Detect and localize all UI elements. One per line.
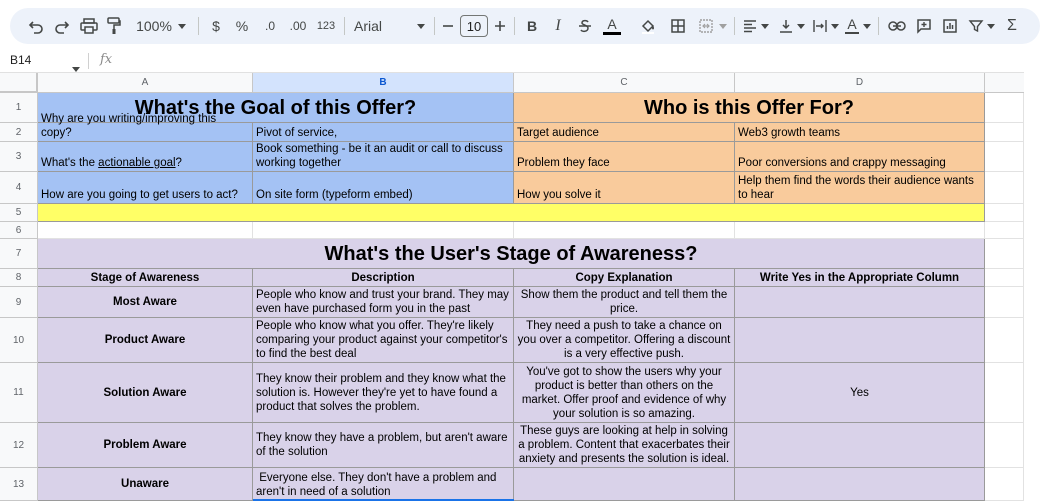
toolbar-divider (198, 17, 199, 35)
row-header-4[interactable]: 4 (0, 172, 38, 204)
filter-caret-icon[interactable] (986, 8, 996, 44)
zoom-select[interactable]: 100% (136, 18, 172, 34)
functions-button[interactable]: Σ (1007, 17, 1017, 34)
audience-answer-3[interactable]: Help them find the words their audience wants to hear (735, 172, 985, 204)
zoom-caret-icon[interactable] (176, 8, 188, 44)
merge-cells-icon[interactable] (696, 8, 716, 44)
stage-most-aware-yes[interactable] (735, 287, 985, 318)
row-header-5[interactable]: 5 (0, 204, 38, 222)
audience-question-1[interactable]: Target audience (514, 123, 735, 142)
awareness-header-stage[interactable]: Stage of Awareness (38, 269, 253, 287)
audience-title-cell[interactable]: Who is this Offer For? (514, 93, 985, 123)
decrease-font-size-icon[interactable] (440, 8, 456, 44)
empty-cell[interactable] (985, 269, 1024, 287)
increase-font-size-icon[interactable] (492, 8, 508, 44)
yellow-divider-row[interactable] (38, 204, 985, 222)
undo-icon[interactable] (26, 8, 46, 44)
stage-solution-aware[interactable]: Solution Aware (38, 363, 253, 423)
column-header-c[interactable]: C (514, 73, 735, 93)
decrease-decimal-button[interactable]: .0 (264, 19, 275, 33)
column-header-d[interactable]: D (735, 73, 985, 93)
empty-cell[interactable] (985, 318, 1024, 363)
row-header-9[interactable]: 9 (0, 287, 38, 318)
toolbar-divider (434, 17, 435, 35)
awareness-title-cell[interactable]: What's the User's Stage of Awareness? (38, 239, 985, 269)
halign-caret-icon[interactable] (760, 8, 770, 44)
stage-product-aware[interactable]: Product Aware (38, 318, 253, 363)
stage-product-aware-copy[interactable]: They need a push to take a chance on you over a competitor. Offering a discount is a very effective push. (514, 318, 735, 363)
horizontal-align-icon[interactable] (740, 8, 760, 44)
goal-answer-2[interactable]: Book something - be it an audit or call to discuss working together (253, 142, 514, 172)
stage-solution-aware-copy[interactable]: You've got to show the users why your product is better than others on the market. Offer proof and evidence of why your solution is so amazing. (514, 363, 735, 423)
empty-cell[interactable] (985, 222, 1024, 239)
row-header-1[interactable]: 1 (0, 93, 38, 123)
audience-question-2[interactable]: Problem they face (514, 142, 735, 172)
insert-link-icon[interactable] (886, 8, 908, 44)
italic-button[interactable]: I (555, 17, 561, 34)
vertical-align-icon[interactable] (776, 8, 796, 44)
goal-question-2[interactable] (38, 142, 253, 172)
redo-icon[interactable] (52, 8, 72, 44)
filter-icon[interactable] (966, 8, 986, 44)
row-header-6[interactable]: 6 (0, 222, 38, 239)
text-wrap-icon[interactable] (810, 8, 830, 44)
valign-caret-icon[interactable] (796, 8, 806, 44)
empty-cell[interactable] (985, 468, 1024, 501)
percent-format-button[interactable]: % (235, 18, 249, 34)
fill-color-icon[interactable] (638, 8, 658, 44)
row-header-2[interactable]: 2 (0, 123, 38, 142)
empty-cell[interactable] (985, 287, 1024, 318)
stage-problem-aware-description[interactable]: They know they have a problem, but aren't aware of the solution (253, 423, 514, 468)
goal-question-2-prefix: What's the (41, 157, 99, 169)
formula-bar (0, 50, 1024, 73)
row-header-13[interactable]: 13 (0, 468, 38, 501)
column-header-b[interactable]: B (253, 73, 514, 93)
toolbar-divider (514, 17, 515, 35)
column-header-e[interactable] (985, 73, 1024, 93)
empty-cell[interactable] (985, 142, 1024, 172)
toolbar-divider (878, 17, 879, 35)
paint-format-icon[interactable] (104, 8, 124, 44)
goal-question-1[interactable]: copy? (38, 123, 253, 142)
audience-answer-1[interactable]: Web3 growth teams (735, 123, 985, 142)
stage-problem-aware-copy[interactable]: These guys are looking at help in solving a problem. Content that exacerbates their anxiety and presents the solution is ideal. (514, 423, 735, 468)
stage-problem-aware-yes[interactable] (735, 423, 985, 468)
strikethrough-icon[interactable] (576, 8, 594, 44)
row-header-3[interactable]: 3 (0, 142, 38, 172)
row-header-11[interactable]: 11 (0, 363, 38, 423)
text-rotation-button[interactable]: A (842, 8, 862, 44)
empty-cell[interactable] (985, 239, 1024, 269)
row-header-8[interactable]: 8 (0, 269, 38, 287)
awareness-header-yes[interactable]: Write Yes in the Appropriate Column (735, 269, 985, 287)
insert-chart-icon[interactable] (940, 8, 960, 44)
empty-cell[interactable] (985, 423, 1024, 468)
wrap-caret-icon[interactable] (830, 8, 840, 44)
empty-cell[interactable] (985, 363, 1024, 423)
toolbar-divider (344, 17, 345, 35)
text-color-button[interactable]: A (602, 8, 622, 44)
empty-cell[interactable] (985, 123, 1024, 142)
row-header-12[interactable]: 12 (0, 423, 38, 468)
font-caret-icon[interactable] (416, 8, 426, 44)
audience-answer-2[interactable]: Poor conversions and crappy messaging (735, 142, 985, 172)
empty-cell[interactable] (985, 93, 1024, 123)
row-header-10[interactable]: 10 (0, 318, 38, 363)
empty-cell[interactable] (735, 222, 985, 239)
select-all-corner[interactable] (0, 73, 38, 93)
bold-button[interactable]: B (526, 18, 538, 34)
actionable-goal-link[interactable]: actionable goal (98, 157, 176, 169)
number-format-button[interactable]: 123 (316, 20, 336, 32)
merge-caret-icon[interactable] (718, 8, 728, 44)
goal-question-3[interactable]: How are you going to get users to act? (38, 172, 253, 204)
fx-icon: fx (100, 52, 113, 67)
rotate-caret-icon[interactable] (862, 8, 872, 44)
audience-question-3[interactable]: How you solve it (514, 172, 735, 204)
font-size-input[interactable]: 10 (460, 8, 488, 44)
stage-product-aware-yes[interactable] (735, 318, 985, 363)
insert-comment-icon[interactable] (914, 8, 934, 44)
toolbar-divider (734, 17, 735, 35)
borders-icon[interactable] (668, 8, 688, 44)
stage-unaware-yes[interactable] (735, 468, 985, 501)
stage-unaware-description[interactable]: Everyone else. They don't have a problem and aren't in need of a solution (253, 468, 514, 501)
name-box[interactable]: B14 (10, 53, 32, 67)
print-icon[interactable] (78, 8, 100, 44)
empty-cell[interactable] (38, 222, 253, 239)
stage-solution-aware-yes[interactable]: Yes (735, 363, 985, 423)
column-header-a[interactable]: A (38, 73, 253, 93)
empty-cell[interactable] (253, 222, 514, 239)
stage-most-aware-copy[interactable]: Show them the product and tell them the price. (514, 287, 735, 318)
goal-answer-1[interactable]: Pivot of service, (253, 123, 514, 142)
awareness-header-description[interactable]: Description (253, 269, 514, 287)
empty-cell[interactable] (985, 172, 1024, 204)
increase-decimal-button[interactable]: .00 (289, 19, 307, 33)
stage-solution-aware-description[interactable]: They know their problem and they know what the solution is. However they're yet to have found a product that solves the problem. (253, 363, 514, 423)
goal-answer-3[interactable]: On site form (typeform embed) (253, 172, 514, 204)
goal-question-2-suffix: ? (175, 157, 182, 169)
stage-unaware[interactable]: Unaware (38, 468, 253, 501)
stage-most-aware[interactable]: Most Aware (38, 287, 253, 318)
spreadsheet-grid[interactable] (0, 73, 1024, 501)
currency-format-button[interactable]: $ (212, 18, 220, 34)
formula-bar-divider (88, 53, 89, 69)
toolbar (0, 0, 1024, 50)
font-select[interactable]: Arial (354, 18, 383, 34)
stage-unaware-copy[interactable] (514, 468, 735, 501)
stage-problem-aware[interactable]: Problem Aware (38, 423, 253, 468)
empty-cell[interactable] (985, 204, 1024, 222)
stage-most-aware-description[interactable]: People who know and trust your brand. They may even have purchased form you in the past (253, 287, 514, 318)
stage-product-aware-description[interactable]: People who know what you offer. They're likely comparing your product against your competitor's to find the best deal (253, 318, 514, 363)
empty-cell[interactable] (514, 222, 735, 239)
row-header-7[interactable]: 7 (0, 239, 38, 269)
goal-title-cell[interactable]: What's the Goal of this Offer? (38, 93, 514, 123)
awareness-header-copy[interactable]: Copy Explanation (514, 269, 735, 287)
